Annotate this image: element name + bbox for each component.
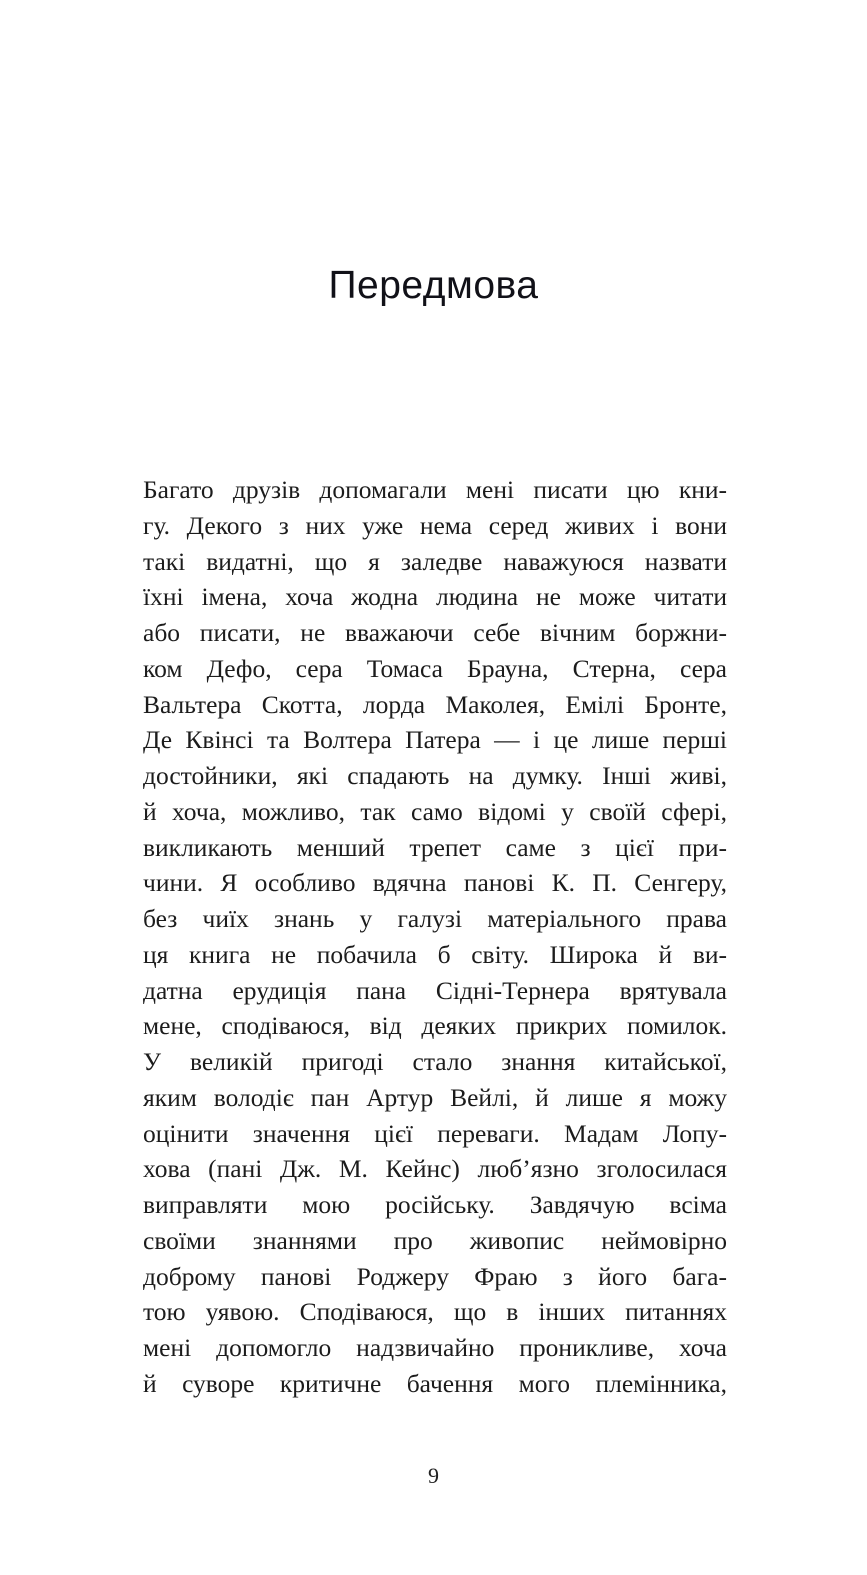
text-line: викликають менший трепет саме з цієї при- xyxy=(143,832,727,862)
text-line: Багато друзів допомагали мені писати цю кни- xyxy=(143,475,727,504)
text-line: датна ерудиція пана Сідні-Тернера врятувала xyxy=(143,975,727,1005)
text-line: мене, сподіваюся, від деяких прикрих помилок. xyxy=(143,1011,727,1041)
text-line: мені допомогло надзвичайно проникливе, хоча xyxy=(143,1333,727,1362)
text-line: й хоча, можливо, так само відомі у своїй сфері, xyxy=(143,796,727,826)
text-line: достойники, які спадають на думку. Інші живі, xyxy=(143,761,727,790)
text-line: гу. Декого з них уже нема серед живих і вони xyxy=(143,510,727,540)
text-line: оцінити значення цієї переваги. Мадам Лопу- xyxy=(143,1118,727,1148)
text-line: ця книга не побачила б світу. Широка й ви- xyxy=(143,939,727,969)
text-line: хова (пані Дж. М. Кейнс) люб’язно зголосилася xyxy=(143,1154,727,1184)
text-line: без чиїх знань у галузі матеріального права xyxy=(143,904,727,933)
text-line: Де Квінсі та Волтера Патера — і це лише перші xyxy=(143,725,727,755)
chapter-title: Передмова xyxy=(328,264,539,307)
page-number: 9 xyxy=(428,1463,439,1488)
text-line: тою уявою. Сподіваюся, що в інших питаннях xyxy=(143,1297,727,1327)
text-line: або писати, не вважаючи себе вічним боржни- xyxy=(143,618,727,647)
text-line: такі видатні, що я заледве наважуюся назвати xyxy=(143,546,727,576)
text-line: чини. Я особливо вдячна панові К. П. Сенгеру, xyxy=(143,868,727,898)
text-line: виправляти мою російську. Завдячую всіма xyxy=(143,1190,727,1219)
text-line: доброму панові Роджеру Фраю з його бага- xyxy=(143,1261,727,1291)
text-line: своїми знаннями про живопис неймовірно xyxy=(143,1225,727,1255)
text-line: ком Дефо, сера Томаса Брауна, Стерна, сера xyxy=(143,653,727,683)
text-line: їхні імена, хоча жодна людина не може читати xyxy=(143,582,727,612)
text-line: У великій пригоді стало знання китайської, xyxy=(143,1047,727,1076)
text-line: й суворе критичне бачення мого племінника, xyxy=(143,1368,727,1398)
body-paragraph xyxy=(143,472,727,1402)
text-line: яким володіє пан Артур Вейлі, й лише я можу xyxy=(143,1082,727,1112)
text-line: Вальтера Скотта, лорда Маколея, Емілі Бронте, xyxy=(143,689,727,719)
